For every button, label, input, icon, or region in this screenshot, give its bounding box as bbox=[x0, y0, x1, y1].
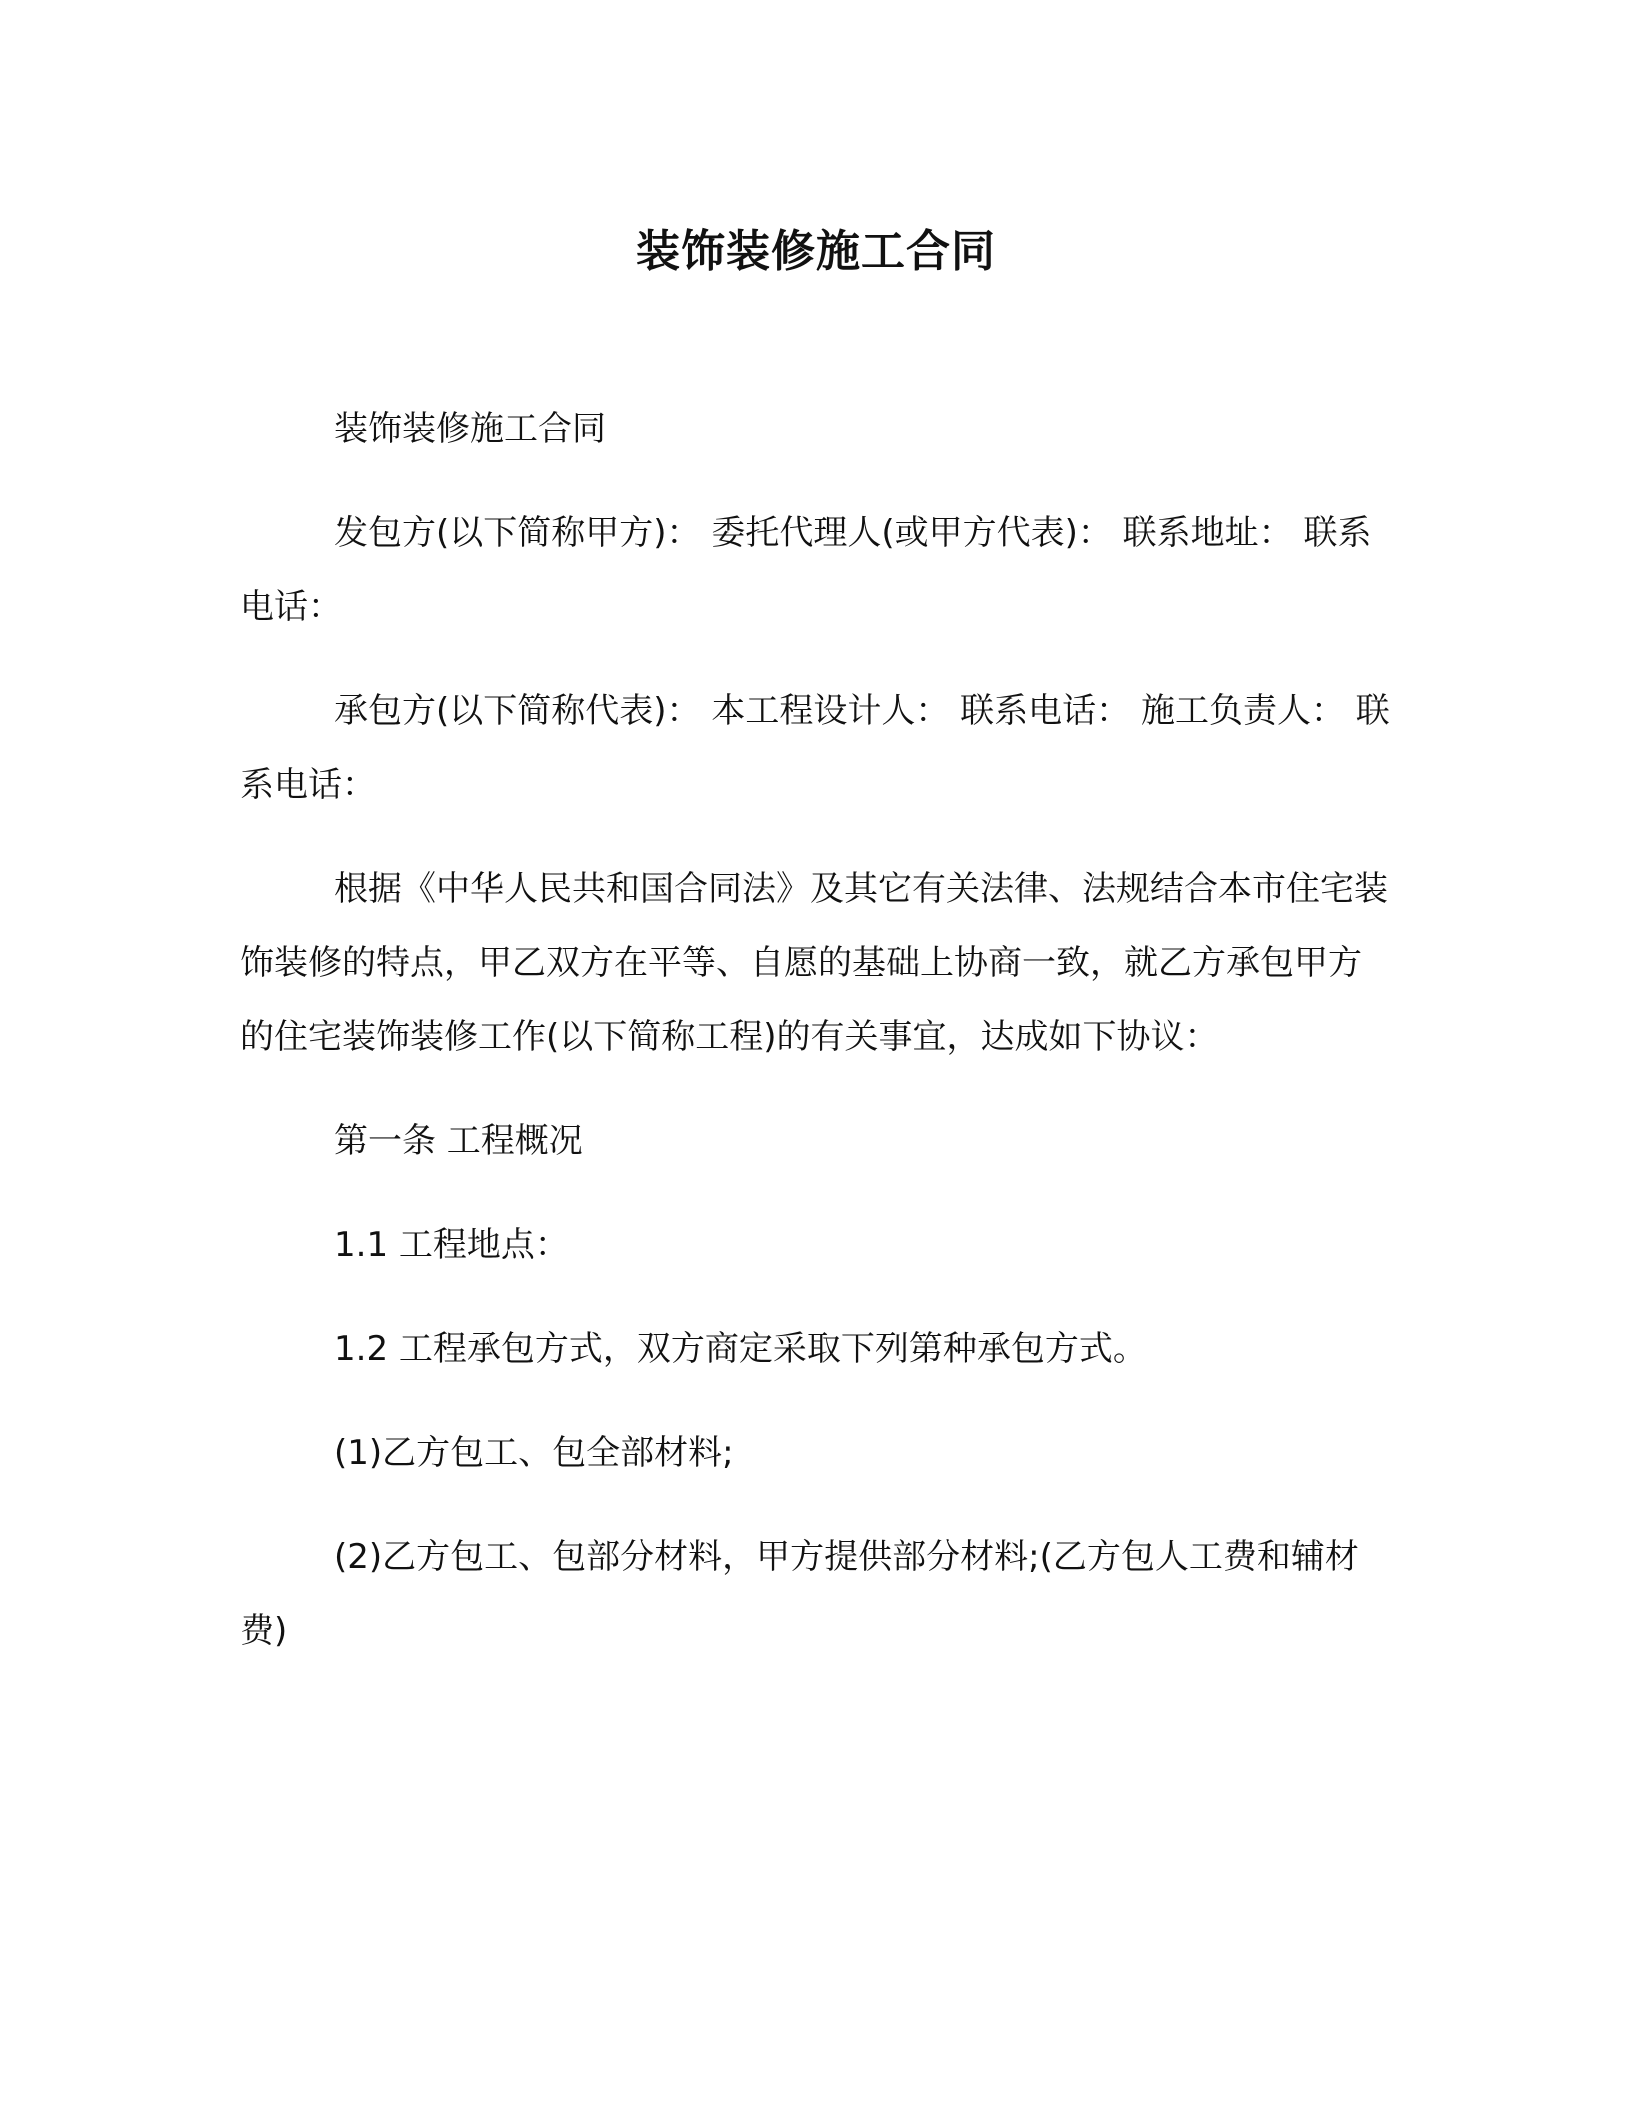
option-2: (2)乙方包工、包部分材料，甲方提供部分材料;(乙方包人工费和辅材费) bbox=[240, 1537, 1359, 1651]
clause-1-2: 1.2 工程承包方式，双方商定采取下列第种承包方式。 bbox=[334, 1329, 1147, 1369]
paragraph-party-b: 承包方(以下简称代表)： 本工程设计人： 联系电话： 施工负责人： 联系电话： bbox=[240, 691, 1390, 805]
paragraph-party-a: 发包方(以下简称甲方)： 委托代理人(或甲方代表)： 联系地址： 联系电话： bbox=[240, 513, 1372, 627]
paragraph-subtitle: 装饰装修施工合同 bbox=[334, 409, 606, 449]
clause-1-1: 1.1 工程地点： bbox=[334, 1225, 569, 1265]
paragraph-preamble: 根据《中华人民共和国合同法》及其它有关法律、法规结合本市住宅装饰装修的特点，甲乙双方在平等、自愿的基础上协商一致，就乙方承包甲方的住宅装饰装修工作(以下简称工程)的有关事宜，达成如下协议： bbox=[240, 869, 1388, 1057]
article-heading: 第一条 工程概况 bbox=[334, 1121, 583, 1161]
option-1: (1)乙方包工、包全部材料; bbox=[334, 1433, 734, 1473]
document-body bbox=[240, 392, 1390, 1698]
document-title: 装饰装修施工合同 bbox=[636, 226, 996, 277]
